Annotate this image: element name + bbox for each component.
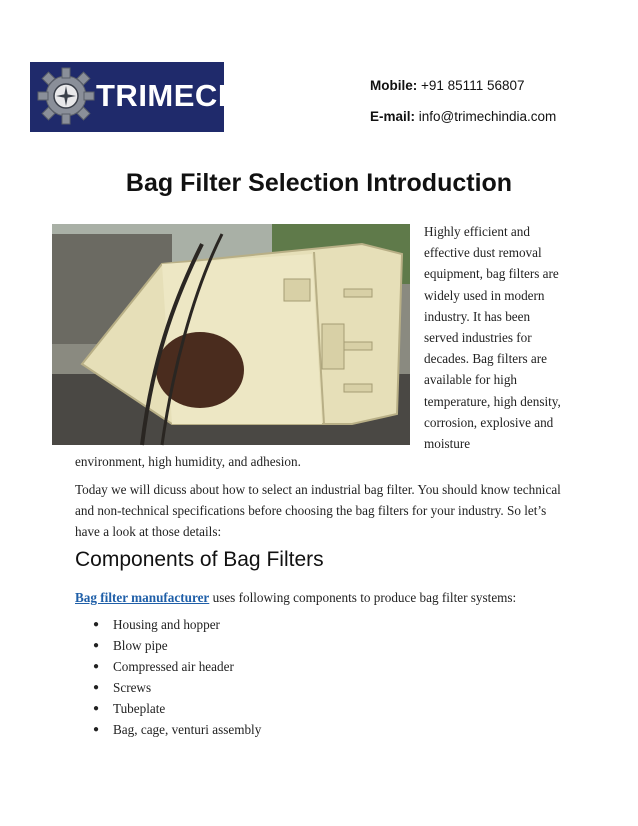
list-item-text: Compressed air header — [113, 659, 234, 674]
page-title: Bag Filter Selection Introduction — [125, 169, 513, 197]
intro-continuation: environment, high humidity, and adhesion. — [75, 454, 301, 469]
mobile-contact — [370, 78, 525, 93]
email-label: E-mail: — [370, 109, 416, 124]
components-intro — [75, 587, 565, 608]
logo-wordmark: TRIMECH — [96, 78, 241, 113]
bag-filter-photo — [52, 224, 410, 445]
list-item — [93, 677, 261, 698]
list-item — [93, 698, 261, 719]
intro-paragraph-2: Today we will dicuss about how to select an industrial bag filter. You should know technical and non-technical specifications before choosing the bag filters for your industry. So let’s have a look at those details: — [75, 482, 561, 540]
components-list — [93, 614, 261, 740]
components-lead-text: uses following components to produce bag filter systems: — [209, 590, 517, 605]
bullet-icon: ● — [93, 682, 100, 693]
email-contact — [370, 109, 556, 124]
list-item — [93, 719, 261, 740]
company-logo — [30, 62, 241, 132]
list-item-text: Bag, cage, venturi assembly — [113, 722, 262, 737]
bullet-icon: ● — [93, 703, 100, 714]
list-item — [93, 635, 261, 656]
list-item-text: Screws — [113, 680, 152, 695]
components-heading: Components of Bag Filters — [75, 548, 324, 571]
list-item-text: Tubeplate — [113, 701, 166, 716]
list-item-text: Housing and hopper — [113, 617, 220, 632]
bullet-icon: ● — [93, 724, 100, 735]
list-item-text: Blow pipe — [113, 638, 168, 653]
bullet-icon: ● — [93, 640, 100, 651]
bullet-icon: ● — [93, 661, 100, 672]
bag-filter-manufacturer-link[interactable]: Bag filter manufacturer — [75, 590, 210, 605]
gear-logo-icon — [34, 64, 98, 128]
list-item — [93, 656, 261, 677]
bullet-icon: ● — [93, 619, 100, 630]
mobile-number[interactable]: +91 85111 56807 — [421, 78, 525, 93]
list-item — [93, 614, 261, 635]
intro-side-text: Highly efficient and effective dust removal equipment, bag filters are widely used in modern industry. It has been served industries for decades. Bag filters are available for high temperature, high density, corrosion, explosive and moisture — [424, 224, 561, 452]
email-address[interactable]: info@trimechindia.com — [418, 109, 557, 124]
mobile-label: Mobile: — [370, 78, 418, 93]
